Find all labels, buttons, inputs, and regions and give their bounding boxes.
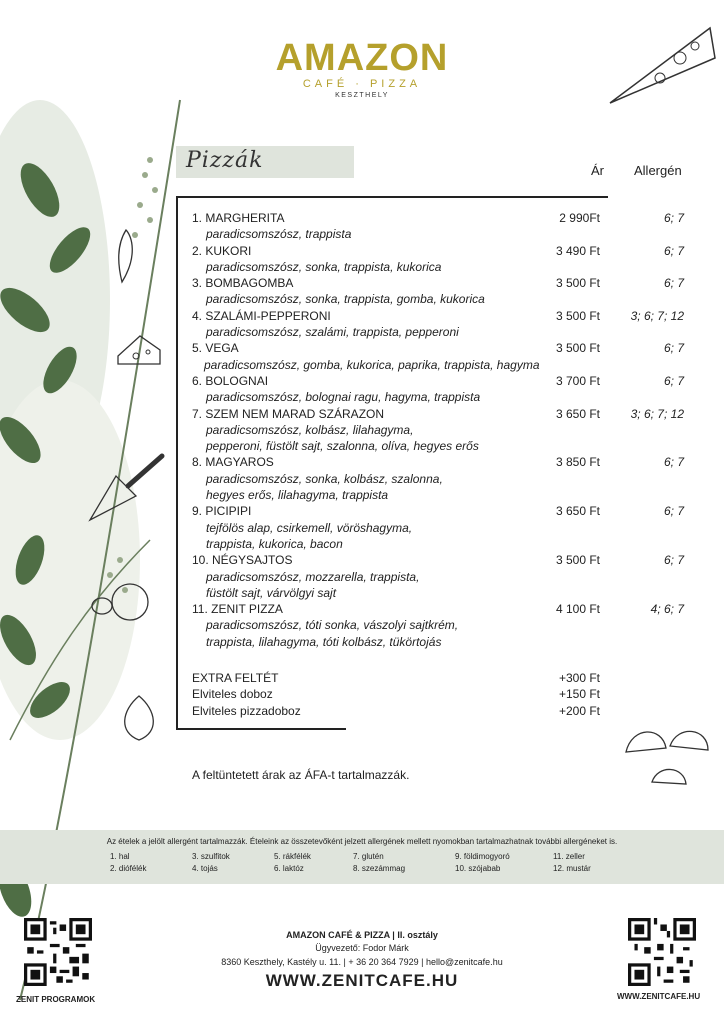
pizza-ingredients: paradicsomszósz, tóti sonka, vászolyi sajtkrém, [206,618,459,633]
pizza-name: 8. MAGYAROS [192,455,274,470]
pizza-item [192,210,692,243]
pizza-price: 4 100 Ft [555,602,600,617]
section-title: Pizzák [186,148,264,173]
footer-manager: Ügyvezető: Fodor Márk [315,943,409,953]
pizza-allergens: 6; 7 [663,276,684,291]
extra-price: +200 Ft [558,703,600,718]
pizza-allergens: 6; 7 [663,553,684,568]
allergen-entry: 4. tojás [192,864,218,873]
pizza-row [192,373,692,389]
brand-header [0,38,724,99]
brand-name: AMAZON [275,37,449,79]
allergen-entry: 6. laktóz [274,864,304,873]
pizza-row [192,308,692,324]
extra-name: Elviteles doboz [192,687,273,702]
pizza-ingredients: paradicsomszósz, szalámi, trappista, pepperoni [206,325,459,340]
price-column-header: Ár [591,163,604,178]
pizza-price: 2 990Ft [559,211,600,225]
allergen-entry: 7. glutén [353,852,384,861]
allergen-entry: 5. rákfélék [274,852,311,861]
pizza-price: 3 850 Ft [555,455,600,470]
pizza-item [192,275,692,308]
allergen-column-header: Allergén [634,163,682,178]
pizza-name: 6. BOLOGNAI [192,373,269,388]
cheese-icon [116,332,162,368]
mushroom-icon [622,722,712,806]
pizza-item [192,340,692,373]
allergen-entry: 12. mustár [553,864,591,873]
pizza-price: 3 500 Ft [555,553,600,568]
pizza-ingredients: paradicsomszósz, gomba, kukorica, paprika, trappista, hagyma [204,357,540,372]
pizza-ingredients: füstölt sajt, várvölgyi sajt [206,585,337,600]
allergen-entry: 9. földimogyoró [455,852,510,861]
extra-name: EXTRA FELTÉT [192,671,279,685]
menu-bracket-top [176,196,608,198]
pizza-item [192,406,692,455]
pizza-name: 3. BOMBAGOMBA [192,276,294,291]
pizza-menu [192,210,692,650]
pizza-ingredients: paradicsomszósz, mozzarella, trappista, [206,569,420,584]
allergen-entry: 11. zeller [553,852,585,861]
pizza-item [192,454,692,503]
pizza-name: 9. PICIPIPI [192,504,252,519]
extra-name: Elviteles pizzadoboz [192,703,301,718]
allergen-entry: 2. diófélék [110,864,147,873]
allergen-entry: 1. hal [110,852,130,861]
pizza-ingredients: trappista, lilahagyma, tóti kolbász, tükörtojás [206,634,442,649]
pizza-price: 3 650 Ft [555,504,600,519]
pizza-item [192,373,692,406]
pizza-row [192,552,692,568]
pizza-row [192,340,692,356]
vat-note: A feltüntetett árak az ÁFA-t tartalmazzák. [192,768,410,782]
pizza-item [192,601,692,650]
allergen-entry: 8. szezámmag [353,864,406,873]
brand-city: KESZTHELY [335,92,389,99]
pizza-item [192,243,692,276]
pizza-name: 5. VEGA [192,341,239,356]
pizza-name: 1. MARGHERITA [192,211,285,225]
brand-subtitle: CAFÉ · PIZZA [302,78,422,90]
pizza-item [192,503,692,552]
pizza-ingredients: paradicsomszósz, trappista [206,227,352,242]
extra-row [192,703,692,719]
pizza-row [192,454,692,470]
pizza-row [192,406,692,422]
pizza-ingredients: tejfölös alap, csirkemell, vöröshagyma, [206,520,413,535]
pizza-price: 3 500 Ft [555,308,600,323]
pizza-ingredients: paradicsomszósz, sonka, trappista, gomba, kukorica [206,292,485,307]
allergen-entry: 3. szulfitok [192,852,230,861]
pizza-allergens: 6; 7 [663,504,684,519]
pizza-name: 7. SZEM NEM MARAD SZÁRAZON [192,406,385,421]
pizza-allergens: 6; 7 [663,373,684,388]
pizza-ingredients: trappista, kukorica, bacon [206,536,343,551]
footer-contact: 8360 Keszthely, Kastély u. 11. | + 36 20 364 7929 | hello@zenitcafe.hu [221,957,503,967]
pizza-allergens: 6; 7 [663,455,684,470]
pizza-name: 2. KUKORI [192,243,252,258]
pizza-row [192,210,692,226]
pizza-ingredients: paradicsomszósz, sonka, kolbász, szalonna, [206,471,443,486]
extra-row [192,670,692,686]
extra-price: +150 Ft [558,687,600,702]
pizza-ingredients: pepperoni, füstölt sajt, szalonna, olíva, hegyes erős [206,439,479,454]
tomato-icon [88,574,154,624]
footer-website[interactable]: WWW.ZENITCAFE.HU [265,971,459,990]
menu-bracket-left [176,196,178,730]
allergen-note: Az ételek a jelölt allergént tartalmazzák. Ételeink az összetevőként jelzett allergének mellett nyomokban tartalmazhatnak további allergéneket is. [106,837,618,846]
extras-list [192,670,692,719]
pizza-ingredients: paradicsomszósz, sonka, trappista, kukorica [206,259,442,274]
pizza-item [192,552,692,601]
pizza-name: 10. NÉGYSAJTOS [192,553,293,568]
pizza-price: 3 500 Ft [555,276,600,291]
qr-left-label: ZENIT PROGRAMOK [16,995,96,1004]
pizza-allergens: 3; 6; 7; 12 [630,406,684,421]
footer-company: AMAZON CAFÉ & PIZZA | II. osztály [286,930,438,940]
pizza-name: 4. SZALÁMI-PEPPERONI [192,308,331,323]
pizza-row [192,503,692,519]
allergen-entry: 10. szójabab [455,864,501,873]
pizza-name: 11. ZENIT PIZZA [192,602,283,617]
pizza-allergens: 6; 7 [663,341,684,356]
pizza-allergens: 6; 7 [663,211,684,225]
extra-row [192,686,692,702]
extra-price: +300 Ft [558,671,600,685]
menu-bracket-bottom [176,728,346,730]
pizza-price: 3 650 Ft [555,406,600,421]
pizza-ingredients: paradicsomszósz, bolognai ragu, hagyma, trappista [206,390,481,405]
pizza-allergens: 4; 6; 7 [650,602,684,617]
pizza-allergens: 3; 6; 7; 12 [630,308,684,323]
pizza-price: 3 700 Ft [555,373,600,388]
pizza-price: 3 500 Ft [555,341,600,356]
pizza-price: 3 490 Ft [555,243,600,258]
pizza-item [192,308,692,341]
pizza-row [192,243,692,259]
pizza-row [192,275,692,291]
pizza-allergens: 6; 7 [663,243,684,258]
qr-right-label: WWW.ZENITCAFE.HU [617,992,701,1001]
pizza-server-icon [86,450,172,526]
onion-icon [116,692,162,744]
pizza-ingredients: paradicsomszósz, kolbász, lilahagyma, [206,422,414,437]
pepper-icon [108,226,144,286]
pizza-ingredients: hegyes erős, lilahagyma, trappista [206,488,389,503]
pizza-row [192,601,692,617]
